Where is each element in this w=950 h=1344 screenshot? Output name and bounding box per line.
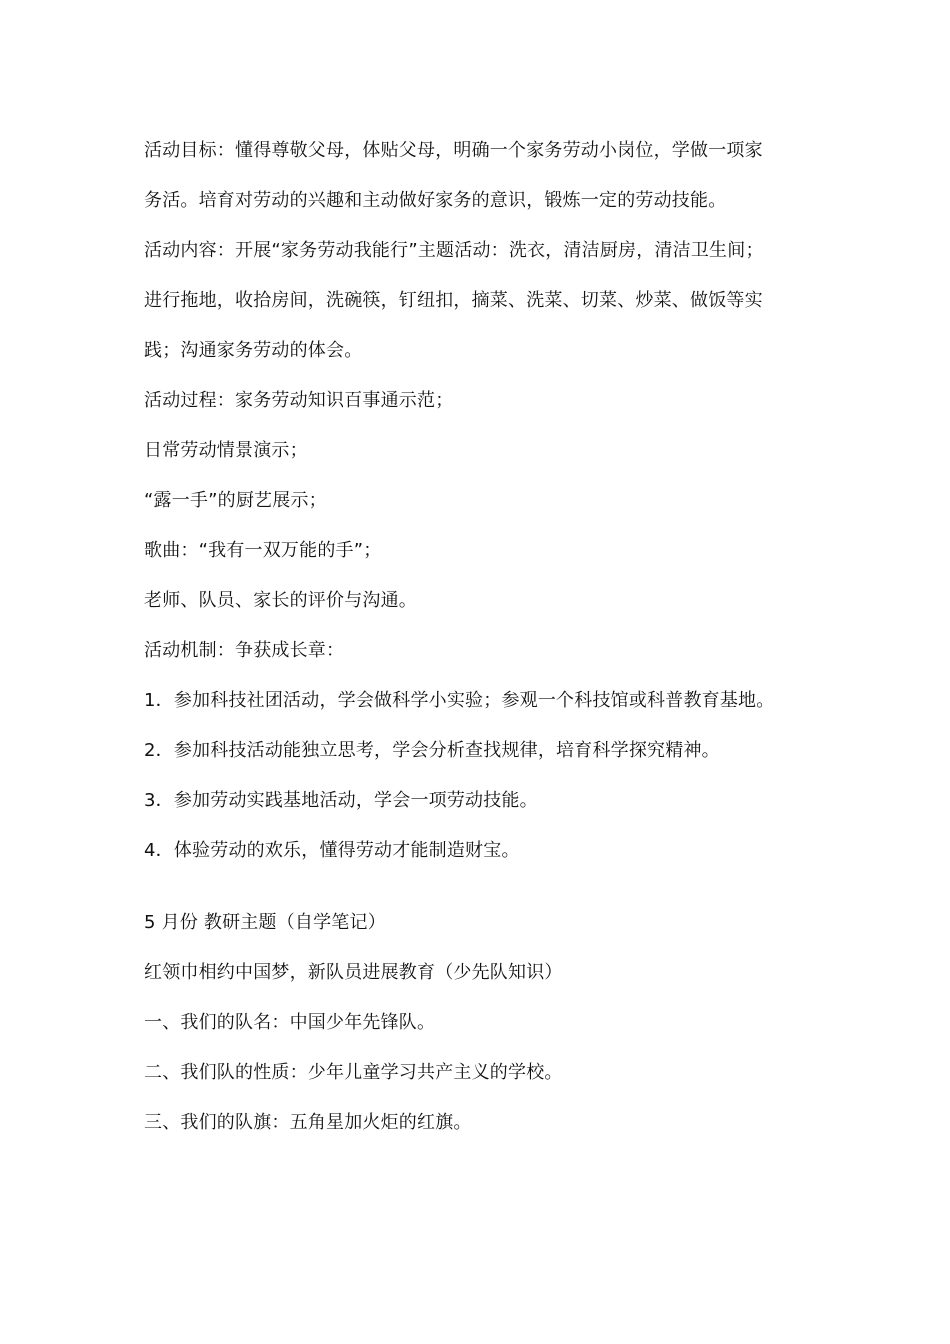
text-line: 活动机制：争获成长章： xyxy=(144,640,345,661)
document-body xyxy=(144,126,814,1148)
list-item: 一、我们的队名：中国少年先锋队。 xyxy=(144,1012,436,1033)
text-line: 活动目标：懂得尊敬父母，体贴父母，明确一个家务劳动小岗位，学做一项家 xyxy=(144,140,763,161)
text-line: 务活。培育对劳动的兴趣和主动做好家务的意识，锻炼一定的劳动技能。 xyxy=(144,190,727,211)
list-item: 1．参加科技社团活动，学会做科学小实验；参观一个科技馆或科普教育基地。 xyxy=(144,690,775,711)
list-item: 4．体验劳动的欢乐，懂得劳动才能制造财宝。 xyxy=(144,840,520,861)
text-line: 歌曲：“我有一双万能的手”； xyxy=(144,540,382,561)
text-line: 活动内容：开展“家务劳动我能行”主题活动：洗衣，清洁厨房，清洁卫生间； xyxy=(144,240,764,261)
text-line: 进行拖地，收拾房间，洗碗筷，钉纽扣，摘菜、洗菜、切菜、炒菜、做饭等实 xyxy=(144,290,763,311)
list-item: 三、我们的队旗：五角星加火炬的红旗。 xyxy=(144,1112,472,1133)
list-item: 2．参加科技活动能独立思考，学会分析查找规律，培育科学探究精神。 xyxy=(144,740,720,761)
list-item: 二、我们队的性质：少年儿童学习共产主义的学校。 xyxy=(144,1062,563,1083)
text-line: “露一手”的厨艺展示； xyxy=(144,490,327,511)
text-line: 日常劳动情景演示； xyxy=(144,440,308,461)
text-line: 红领巾相约中国梦，新队员进展教育（少先队知识） xyxy=(144,962,563,983)
text-line: 活动过程：家务劳动知识百事通示范； xyxy=(144,390,454,411)
list-item: 3．参加劳动实践基地活动，学会一项劳动技能。 xyxy=(144,790,538,811)
section-heading: 5 月份 教研主题（自学笔记） xyxy=(144,912,386,933)
paragraph-gap xyxy=(144,876,814,898)
text-line: 老师、队员、家长的评价与沟通。 xyxy=(144,590,417,611)
text-line: 践；沟通家务劳动的体会。 xyxy=(144,340,363,361)
